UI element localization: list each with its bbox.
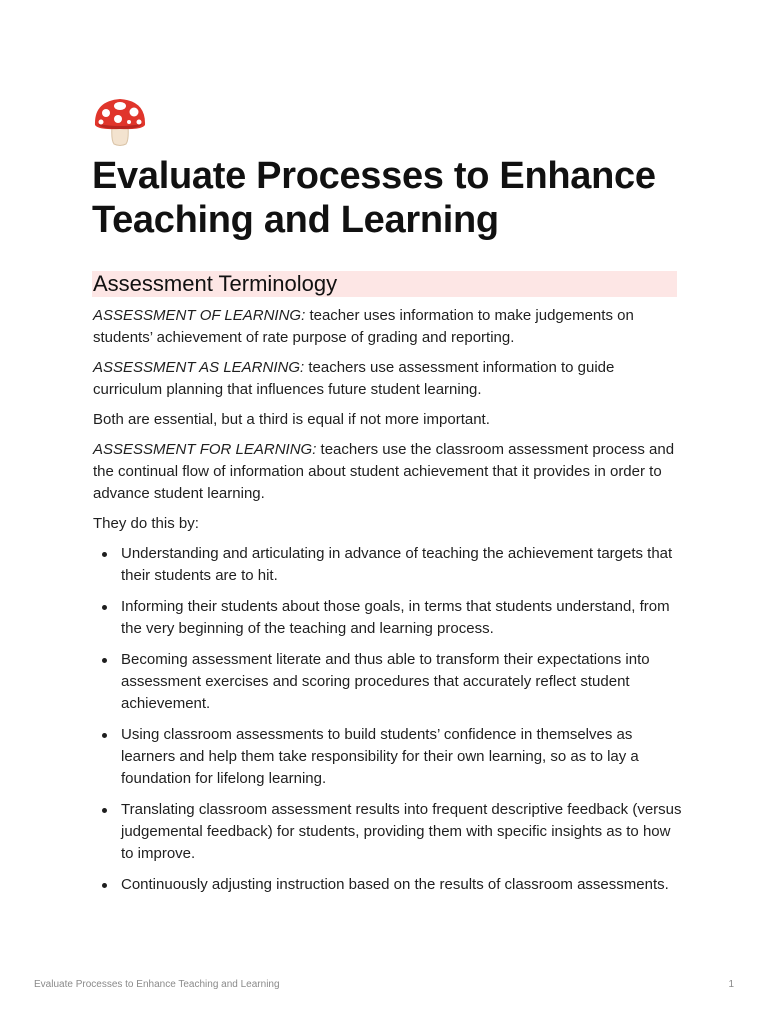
paragraph-they-do-this-by: They do this by: (93, 515, 199, 532)
list-item (93, 724, 683, 790)
paragraph-assessment-for-learning (93, 439, 683, 505)
term-assessment-of-learning: ASSESSMENT OF LEARNING: (93, 307, 306, 324)
paragraph-assessment-as-learning (93, 357, 683, 401)
page-title: Evaluate Processes to Enhance Teaching and Learning (92, 155, 656, 241)
definition-assessment-of-learning: teacher uses information to make judgements on students’ achievement of rate purpose of grading and reporting. (93, 307, 634, 346)
bullet-icon (102, 733, 107, 738)
list-item-text: Becoming assessment literate and thus able to transform their expectations into assessment exercises and scoring procedures that accurately reflect student achievement. (121, 651, 650, 712)
list-item-text: Using classroom assessments to build students’ confidence in themselves as learners and help them take responsibility for their own learning, so as to lay a foundation for lifelong learning. (121, 726, 639, 787)
bullet-icon (102, 883, 107, 888)
list-item (93, 649, 683, 715)
list-item-text: Informing their students about those goals, in terms that students understand, from the very beginning of the teaching and learning process. (121, 598, 670, 637)
footer-page-number: 1 (728, 979, 734, 990)
list-item (93, 596, 683, 640)
footer-title: Evaluate Processes to Enhance Teaching and Learning (34, 979, 280, 990)
list-item (93, 799, 683, 865)
bullet-icon (102, 552, 107, 557)
list-item (93, 543, 683, 587)
bullet-icon (102, 605, 107, 610)
term-assessment-as-learning: ASSESSMENT AS LEARNING: (93, 359, 305, 376)
mushroom-icon (92, 96, 148, 148)
list-item-text: Continuously adjusting instruction based on the results of classroom assessments. (121, 876, 669, 893)
bullet-list (93, 543, 683, 896)
bullet-icon (102, 808, 107, 813)
list-item-text: Translating classroom assessment results into frequent descriptive feedback (versus judgemental feedback) for students, providing them with specific insights as to how to improve. (121, 801, 682, 862)
bullet-icon (102, 658, 107, 663)
paragraph-assessment-of-learning (93, 305, 683, 349)
list-item (93, 874, 683, 896)
paragraph-both-essential: Both are essential, but a third is equal if not more important. (93, 411, 490, 428)
document-body (93, 305, 683, 905)
definition-assessment-as-learning: teachers use assessment information to guide curriculum planning that influences future student learning. (93, 359, 615, 398)
definition-assessment-for-learning: teachers use the classroom assessment process and the continual flow of information about student achievement that it provides in order to advance student learning. (93, 441, 675, 502)
list-item-text: Understanding and articulating in advance of teaching the achievement targets that their students are to hit. (121, 545, 673, 584)
section-heading: Assessment Terminology (92, 271, 677, 297)
term-assessment-for-learning: ASSESSMENT FOR LEARNING: (93, 441, 317, 458)
